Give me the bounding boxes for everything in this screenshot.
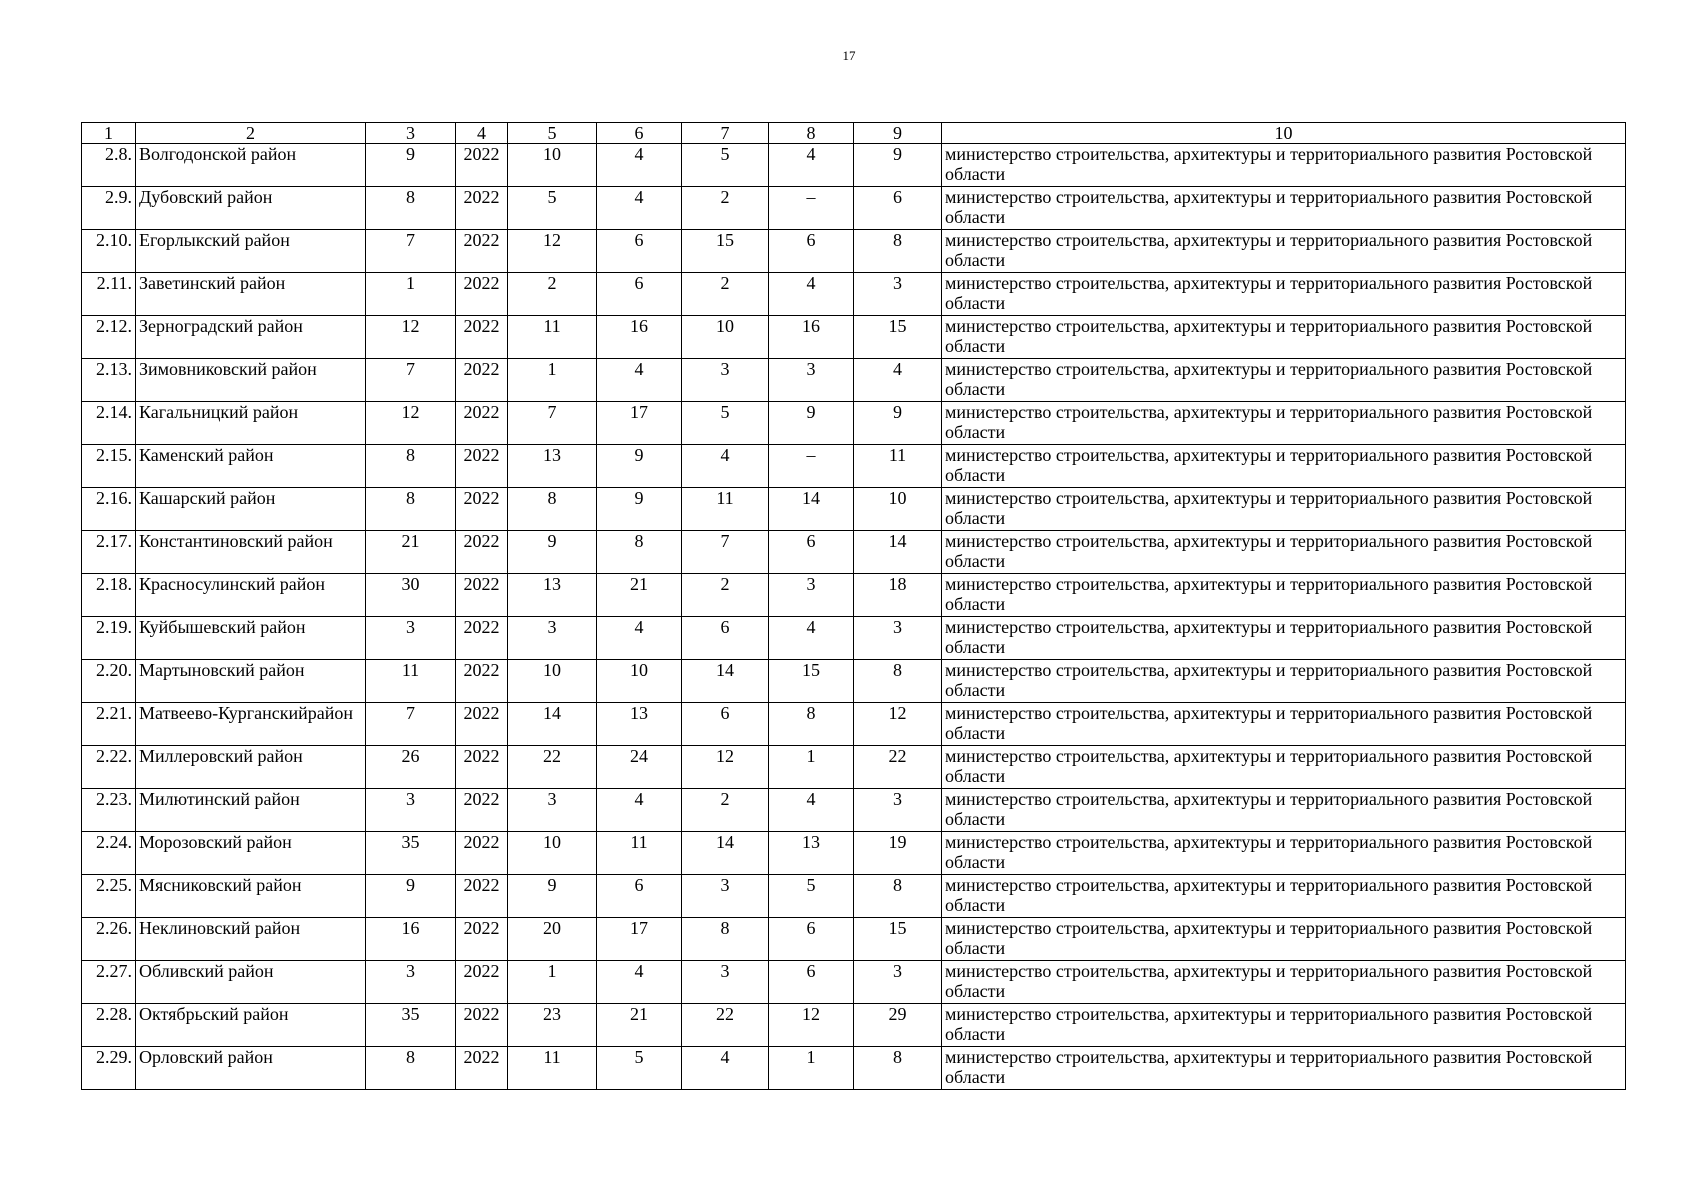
cell-col-9: 3 [854,273,942,316]
cell-col-7: 14 [682,832,769,875]
cell-col-3: 30 [366,574,456,617]
cell-col-8: 4 [769,144,854,187]
cell-col-5: 11 [508,1047,597,1090]
cell-col-7: 8 [682,918,769,961]
cell-col-9: 8 [854,230,942,273]
table-row [82,445,1626,488]
cell-col-5: 5 [508,187,597,230]
cell-col-6: 4 [597,359,682,402]
district-name: Егорлыкский район [136,230,366,273]
cell-col-9: 8 [854,660,942,703]
cell-year: 2022 [456,445,508,488]
cell-col-7: 22 [682,1004,769,1047]
column-header: 9 [854,123,942,144]
cell-col-3: 7 [366,230,456,273]
cell-col-9: 8 [854,875,942,918]
district-name: Милютинский район [136,789,366,832]
column-header: 4 [456,123,508,144]
cell-col-9: 6 [854,187,942,230]
cell-col-5: 11 [508,316,597,359]
cell-col-3: 12 [366,402,456,445]
responsible-body: министерство строительства, архитектуры и территориального развития Ростовской области [942,746,1626,789]
cell-year: 2022 [456,230,508,273]
table-row [82,1047,1626,1090]
row-number: 2.16. [82,488,136,531]
cell-col-6: 13 [597,703,682,746]
column-header: 1 [82,123,136,144]
cell-col-5: 10 [508,660,597,703]
cell-col-9: 14 [854,531,942,574]
cell-col-9: 15 [854,316,942,359]
cell-col-8: 8 [769,703,854,746]
cell-col-3: 7 [366,703,456,746]
cell-col-5: 10 [508,832,597,875]
cell-col-5: 3 [508,789,597,832]
district-name: Мясниковский район [136,875,366,918]
cell-col-7: 3 [682,359,769,402]
cell-year: 2022 [456,488,508,531]
cell-col-7: 5 [682,144,769,187]
row-number: 2.29. [82,1047,136,1090]
cell-col-9: 12 [854,703,942,746]
table-row [82,746,1626,789]
cell-col-3: 3 [366,789,456,832]
row-number: 2.13. [82,359,136,402]
cell-year: 2022 [456,531,508,574]
cell-col-6: 8 [597,531,682,574]
cell-year: 2022 [456,316,508,359]
cell-col-8: 9 [769,402,854,445]
cell-year: 2022 [456,703,508,746]
cell-col-7: 2 [682,574,769,617]
cell-col-8: 4 [769,273,854,316]
cell-col-6: 4 [597,144,682,187]
cell-col-6: 11 [597,832,682,875]
district-name: Каменский район [136,445,366,488]
cell-col-8: 5 [769,875,854,918]
column-header: 2 [136,123,366,144]
district-name: Октябрьский район [136,1004,366,1047]
row-number: 2.23. [82,789,136,832]
cell-col-6: 4 [597,789,682,832]
district-name: Константиновский район [136,531,366,574]
cell-col-5: 12 [508,230,597,273]
cell-year: 2022 [456,1004,508,1047]
cell-col-7: 2 [682,273,769,316]
district-name: Матвеево-Курганскийрайон [136,703,366,746]
table-row [82,230,1626,273]
column-header: 7 [682,123,769,144]
district-name: Обливский район [136,961,366,1004]
cell-year: 2022 [456,144,508,187]
cell-col-7: 6 [682,617,769,660]
responsible-body: министерство строительства, архитектуры и территориального развития Ростовской области [942,961,1626,1004]
cell-col-8: 3 [769,359,854,402]
cell-col-8: 4 [769,789,854,832]
cell-col-6: 6 [597,875,682,918]
cell-col-7: 15 [682,230,769,273]
cell-col-5: 3 [508,617,597,660]
table-row [82,574,1626,617]
row-number: 2.21. [82,703,136,746]
cell-col-6: 4 [597,617,682,660]
cell-col-8: – [769,445,854,488]
responsible-body: министерство строительства, архитектуры и территориального развития Ростовской области [942,1004,1626,1047]
cell-col-5: 23 [508,1004,597,1047]
cell-year: 2022 [456,875,508,918]
cell-col-6: 21 [597,1004,682,1047]
district-name: Куйбышевский район [136,617,366,660]
column-number-row [82,123,1626,144]
cell-col-6: 6 [597,230,682,273]
table-row [82,703,1626,746]
cell-col-9: 3 [854,617,942,660]
cell-col-3: 9 [366,875,456,918]
cell-col-3: 8 [366,187,456,230]
cell-col-9: 4 [854,359,942,402]
cell-col-3: 21 [366,531,456,574]
cell-col-3: 12 [366,316,456,359]
district-name: Волгодонской район [136,144,366,187]
cell-col-6: 17 [597,402,682,445]
responsible-body: министерство строительства, архитектуры и территориального развития Ростовской области [942,402,1626,445]
table-row [82,961,1626,1004]
cell-col-5: 1 [508,359,597,402]
cell-col-9: 3 [854,789,942,832]
row-number: 2.10. [82,230,136,273]
cell-col-7: 7 [682,531,769,574]
cell-col-3: 26 [366,746,456,789]
cell-col-3: 35 [366,832,456,875]
district-name: Миллеровский район [136,746,366,789]
page-number: 17 [842,48,856,63]
column-header: 8 [769,123,854,144]
table-header [82,123,1626,144]
cell-col-7: 10 [682,316,769,359]
cell-col-5: 8 [508,488,597,531]
cell-col-6: 17 [597,918,682,961]
cell-col-5: 22 [508,746,597,789]
column-header: 6 [597,123,682,144]
table-row [82,617,1626,660]
cell-col-6: 4 [597,961,682,1004]
responsible-body: министерство строительства, архитектуры и территориального развития Ростовской области [942,832,1626,875]
responsible-body: министерство строительства, архитектуры и территориального развития Ростовской области [942,703,1626,746]
cell-col-8: 6 [769,230,854,273]
cell-year: 2022 [456,660,508,703]
table-row [82,402,1626,445]
row-number: 2.28. [82,1004,136,1047]
cell-col-3: 7 [366,359,456,402]
cell-col-5: 20 [508,918,597,961]
row-number: 2.18. [82,574,136,617]
cell-col-8: 1 [769,746,854,789]
district-name: Неклиновский район [136,918,366,961]
row-number: 2.12. [82,316,136,359]
cell-year: 2022 [456,359,508,402]
cell-col-6: 9 [597,445,682,488]
cell-col-7: 3 [682,875,769,918]
cell-col-7: 6 [682,703,769,746]
cell-year: 2022 [456,961,508,1004]
cell-col-9: 19 [854,832,942,875]
cell-year: 2022 [456,918,508,961]
responsible-body: министерство строительства, архитектуры и территориального развития Ростовской области [942,230,1626,273]
cell-col-7: 12 [682,746,769,789]
column-header: 10 [942,123,1626,144]
responsible-body: министерство строительства, архитектуры и территориального развития Ростовской области [942,531,1626,574]
cell-year: 2022 [456,617,508,660]
row-number: 2.14. [82,402,136,445]
cell-col-6: 4 [597,187,682,230]
responsible-body: министерство строительства, архитектуры и территориального развития Ростовской области [942,445,1626,488]
cell-col-8: 1 [769,1047,854,1090]
table-row [82,531,1626,574]
cell-col-6: 21 [597,574,682,617]
cell-col-8: 3 [769,574,854,617]
cell-col-5: 7 [508,402,597,445]
responsible-body: министерство строительства, архитектуры и территориального развития Ростовской области [942,617,1626,660]
responsible-body: министерство строительства, архитектуры и территориального развития Ростовской области [942,1047,1626,1090]
cell-col-9: 29 [854,1004,942,1047]
cell-col-5: 14 [508,703,597,746]
responsible-body: министерство строительства, архитектуры и территориального развития Ростовской области [942,660,1626,703]
cell-col-3: 8 [366,1047,456,1090]
responsible-body: министерство строительства, архитектуры и территориального развития Ростовской области [942,789,1626,832]
district-name: Мартыновский район [136,660,366,703]
table-row [82,918,1626,961]
table-row [82,359,1626,402]
responsible-body: министерство строительства, архитектуры и территориального развития Ростовской области [942,875,1626,918]
table-row [82,875,1626,918]
column-header: 5 [508,123,597,144]
table-row [82,789,1626,832]
cell-col-3: 35 [366,1004,456,1047]
cell-col-7: 5 [682,402,769,445]
cell-col-7: 2 [682,789,769,832]
cell-year: 2022 [456,187,508,230]
cell-year: 2022 [456,746,508,789]
responsible-body: министерство строительства, архитектуры и территориального развития Ростовской области [942,918,1626,961]
district-name: Морозовский район [136,832,366,875]
cell-col-9: 8 [854,1047,942,1090]
cell-col-9: 15 [854,918,942,961]
cell-col-8: 15 [769,660,854,703]
cell-col-5: 1 [508,961,597,1004]
cell-col-7: 4 [682,1047,769,1090]
responsible-body: министерство строительства, архитектуры и территориального развития Ростовской области [942,316,1626,359]
row-number: 2.17. [82,531,136,574]
row-number: 2.15. [82,445,136,488]
cell-col-6: 5 [597,1047,682,1090]
district-name: Зерноградский район [136,316,366,359]
table-row [82,660,1626,703]
cell-col-5: 2 [508,273,597,316]
cell-col-8: 14 [769,488,854,531]
cell-col-9: 9 [854,144,942,187]
row-number: 2.27. [82,961,136,1004]
responsible-body: министерство строительства, архитектуры и территориального развития Ростовской области [942,273,1626,316]
cell-col-8: 6 [769,918,854,961]
cell-col-3: 8 [366,488,456,531]
district-name: Орловский район [136,1047,366,1090]
cell-col-3: 9 [366,144,456,187]
cell-col-9: 18 [854,574,942,617]
cell-col-3: 1 [366,273,456,316]
cell-col-9: 22 [854,746,942,789]
district-name: Кашарский район [136,488,366,531]
cell-col-8: 16 [769,316,854,359]
cell-col-3: 11 [366,660,456,703]
row-number: 2.26. [82,918,136,961]
cell-col-5: 13 [508,445,597,488]
table-row [82,273,1626,316]
row-number: 2.11. [82,273,136,316]
table-row [82,488,1626,531]
cell-col-8: 4 [769,617,854,660]
table-row [82,1004,1626,1047]
cell-col-5: 9 [508,531,597,574]
cell-col-6: 24 [597,746,682,789]
cell-col-7: 2 [682,187,769,230]
cell-col-8: – [769,187,854,230]
row-number: 2.24. [82,832,136,875]
cell-col-9: 10 [854,488,942,531]
responsible-body: министерство строительства, архитектуры и территориального развития Ростовской области [942,488,1626,531]
cell-col-8: 12 [769,1004,854,1047]
districts-table [81,122,1626,1090]
cell-col-3: 3 [366,617,456,660]
cell-col-7: 11 [682,488,769,531]
responsible-body: министерство строительства, архитектуры и территориального развития Ростовской области [942,187,1626,230]
table-row [82,144,1626,187]
row-number: 2.25. [82,875,136,918]
cell-col-6: 16 [597,316,682,359]
cell-col-5: 13 [508,574,597,617]
responsible-body: министерство строительства, архитектуры и территориального развития Ростовской области [942,144,1626,187]
district-name: Дубовский район [136,187,366,230]
cell-year: 2022 [456,832,508,875]
cell-col-3: 8 [366,445,456,488]
cell-col-7: 14 [682,660,769,703]
district-name: Зимовниковский район [136,359,366,402]
cell-col-9: 3 [854,961,942,1004]
cell-col-8: 6 [769,531,854,574]
cell-col-6: 9 [597,488,682,531]
cell-col-8: 6 [769,961,854,1004]
row-number: 2.19. [82,617,136,660]
cell-col-9: 9 [854,402,942,445]
cell-col-7: 3 [682,961,769,1004]
cell-col-5: 9 [508,875,597,918]
district-name: Заветинский район [136,273,366,316]
row-number: 2.8. [82,144,136,187]
cell-year: 2022 [456,402,508,445]
cell-year: 2022 [456,574,508,617]
cell-col-3: 16 [366,918,456,961]
cell-col-7: 4 [682,445,769,488]
table-row [82,187,1626,230]
row-number: 2.9. [82,187,136,230]
column-header: 3 [366,123,456,144]
responsible-body: министерство строительства, архитектуры и территориального развития Ростовской области [942,574,1626,617]
responsible-body: министерство строительства, архитектуры и территориального развития Ростовской области [942,359,1626,402]
cell-col-5: 10 [508,144,597,187]
cell-year: 2022 [456,1047,508,1090]
district-name: Кагальницкий район [136,402,366,445]
row-number: 2.20. [82,660,136,703]
table-row [82,316,1626,359]
cell-col-3: 3 [366,961,456,1004]
cell-col-9: 11 [854,445,942,488]
cell-year: 2022 [456,789,508,832]
table-body [82,144,1626,1090]
cell-year: 2022 [456,273,508,316]
cell-col-6: 6 [597,273,682,316]
district-name: Красносулинский район [136,574,366,617]
cell-col-6: 10 [597,660,682,703]
cell-col-8: 13 [769,832,854,875]
table-row [82,832,1626,875]
row-number: 2.22. [82,746,136,789]
